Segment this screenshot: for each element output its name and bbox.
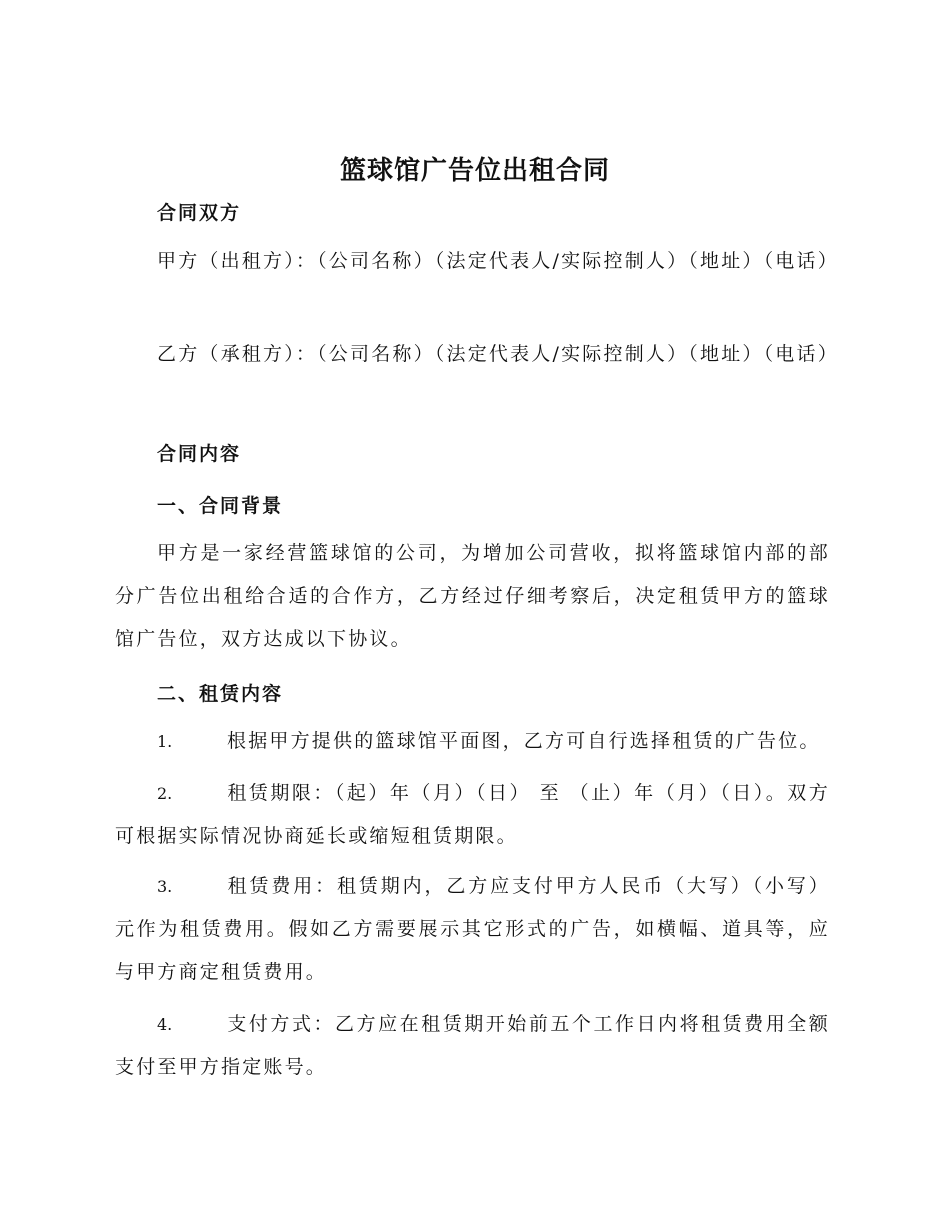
section1-heading: 一、合同背景 bbox=[157, 495, 284, 517]
parties-heading: 合同双方 bbox=[157, 202, 242, 224]
list-item bbox=[115, 720, 830, 763]
party-b-text: 乙方（承租方）：（公司名称）（法定代表人/实际控制人）（地址）（电话） bbox=[157, 343, 839, 365]
list-item-text: 租赁费用：租赁期内，乙方应支付甲方人民币（大写）（小写）元作为租赁费用。假如乙方需要展示其它形式的广告，如横幅、道具等，应与甲方商定租赁费用。 bbox=[115, 875, 830, 983]
list-item-number: 3. bbox=[157, 877, 173, 896]
list-item bbox=[115, 1003, 830, 1089]
section1-paragraph: 甲方是一家经营篮球馆的公司，为增加公司营收，拟将篮球馆内部的部分广告位出租给合适的合作方，乙方经过仔细考察后，决定租赁甲方的篮球馆广告位，双方达成以下协议。 bbox=[115, 542, 830, 650]
list-item-number: 2. bbox=[157, 784, 173, 803]
list-item-number: 4. bbox=[157, 1015, 173, 1034]
list-item bbox=[115, 772, 830, 858]
document-title: 篮球馆广告位出租合同 bbox=[339, 156, 610, 186]
list-item-number: 1. bbox=[157, 732, 173, 751]
list-item-text: 根据甲方提供的篮球馆平面图，乙方可自行选择租赁的广告位。 bbox=[227, 730, 821, 752]
content-heading: 合同内容 bbox=[157, 443, 242, 465]
list-item-text: 支付方式：乙方应在租赁期开始前五个工作日内将租赁费用全额支付至甲方指定账号。 bbox=[115, 1013, 830, 1078]
list-item bbox=[115, 865, 830, 994]
list-item-text: 租赁期限：（起）年（月）（日） 至 （止）年（月）（日）。双方可根据实际情况协商延长或缩短租赁期限。 bbox=[115, 782, 830, 847]
party-a-text: 甲方（出租方）：（公司名称）（法定代表人/实际控制人）（地址）（电话） bbox=[157, 250, 839, 272]
section2-heading: 二、租赁内容 bbox=[157, 683, 284, 705]
